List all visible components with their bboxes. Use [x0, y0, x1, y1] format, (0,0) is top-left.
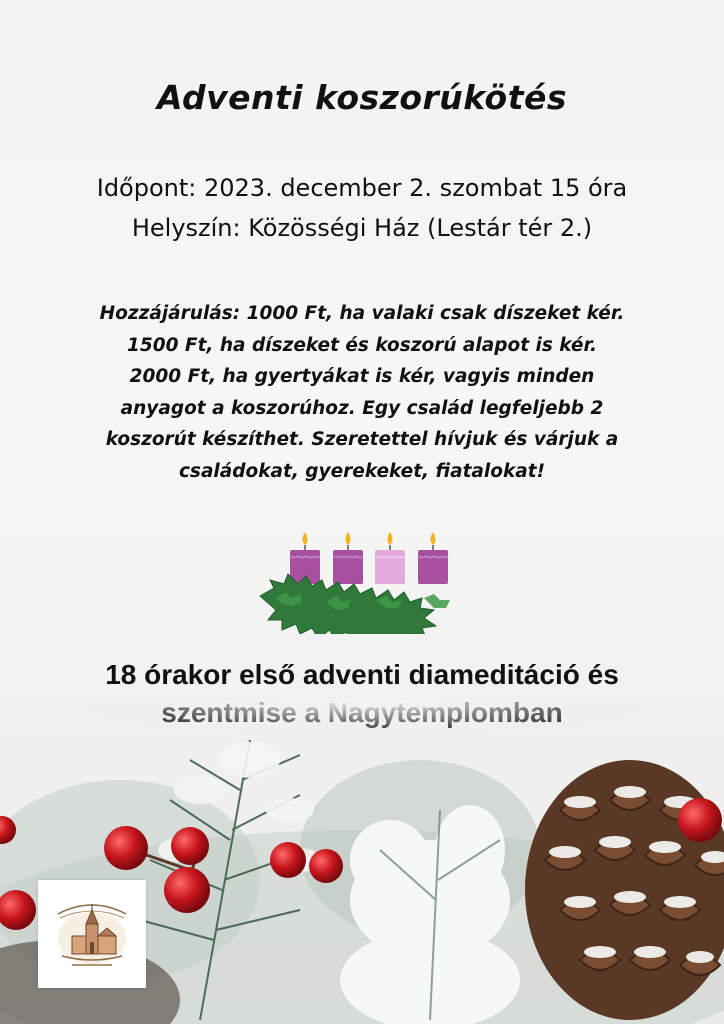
- event-location: Helyszín: Közösségi Ház (Lestár tér 2.): [131, 214, 593, 242]
- contribution-line: koszorút készíthet. Szeretettel hívjuk és várjuk a: [105, 429, 619, 450]
- candle-4: [418, 532, 448, 584]
- candle-1: [290, 532, 320, 584]
- contribution-line: Hozzájárulás: 1000 Ft, ha valaki csak díszeket kér.: [99, 303, 625, 324]
- event-time: Időpont: 2023. december 2. szombat 15 óra: [96, 174, 628, 202]
- contribution-line: anyagot a koszorúhoz. Egy család legfeljebb 2: [120, 397, 604, 419]
- advent-wreath-icon: [256, 526, 472, 634]
- contribution-line: 1500 Ft, ha díszeket és koszorú alapot is kér.: [127, 334, 597, 356]
- candle-2: [333, 532, 363, 584]
- contribution-line: 2000 Ft, ha gyertyákat is kér, vagyis minden: [129, 366, 595, 387]
- mass-line: 18 órakor első adventi diameditáció és: [105, 659, 619, 690]
- candle-3: [375, 532, 405, 584]
- parish-logo: [38, 880, 146, 988]
- contribution-line: családokat, gyerekeket, fiatalokat!: [178, 460, 546, 482]
- page-title: Adventi koszorúkötés: [156, 78, 568, 117]
- contribution-text: [20, 298, 704, 487]
